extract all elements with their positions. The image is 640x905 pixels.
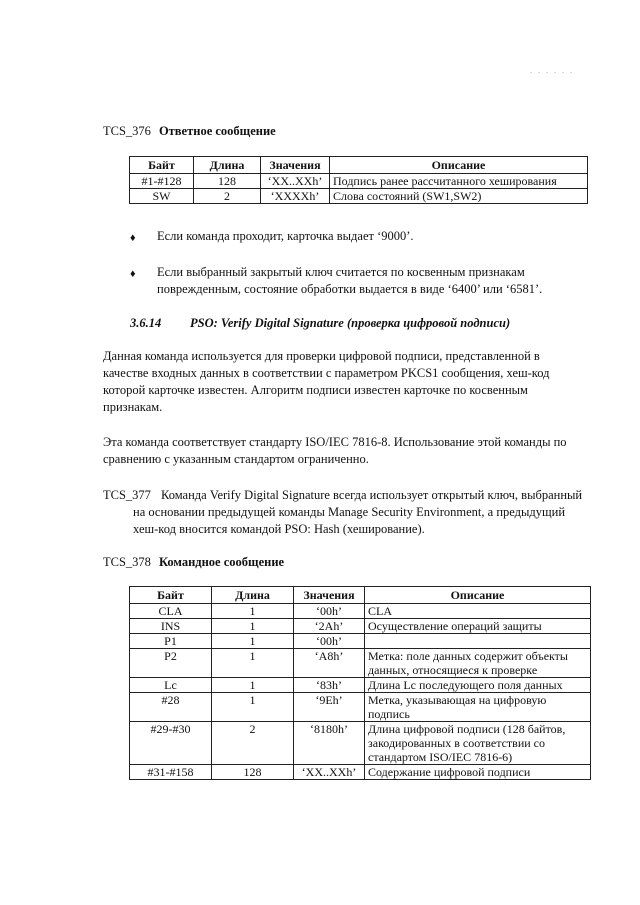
- cell-desc: [365, 765, 591, 780]
- cell-length: 1: [212, 649, 294, 678]
- tcs377-id: TCS_377: [103, 488, 151, 502]
- desc-line: подпись: [368, 707, 410, 721]
- tcs377-line: на основании предыдущей команды Manage Security Environment, а предыдущий: [133, 505, 566, 519]
- paragraph-line: которой карточке известен. Алгоритм подписи известен карточке по косвенным: [103, 383, 528, 397]
- column-header: Описание: [330, 157, 588, 174]
- cell-length: 1: [212, 619, 294, 634]
- desc-line: Содержание цифровой подписи: [368, 765, 531, 779]
- tcs377-line: Команда Verify Digital Signature всегда использует открытый ключ, выбранный: [161, 488, 583, 502]
- desc-line: Метка: поле данных содержит объекты: [368, 649, 568, 663]
- table-row: [130, 604, 591, 619]
- cell-value: ‘8180h’: [294, 722, 365, 765]
- table-row: [130, 619, 591, 634]
- cell-byte: Lc: [130, 678, 212, 693]
- cell-desc: [365, 678, 591, 693]
- column-header: Байт: [130, 157, 194, 174]
- paragraph-line: признакам.: [103, 400, 163, 414]
- cell-value: ‘2Ah’: [294, 619, 365, 634]
- table-row: [130, 722, 591, 765]
- desc-line: закодированных в соответствии со: [368, 736, 546, 750]
- cell-byte: #1-#128: [130, 174, 194, 189]
- table-row: [130, 693, 591, 722]
- bullet-line: поврежденным, состояние обработки выдается в виде ‘6400’ или ‘6581’.: [157, 282, 543, 296]
- cell-desc: [365, 634, 591, 649]
- cell-byte: CLA: [130, 604, 212, 619]
- tcs378-id: TCS_378: [103, 555, 151, 569]
- tcs376-title: Ответное сообщение: [158, 124, 276, 138]
- bullet-text: [157, 228, 557, 245]
- cell-value: ‘00h’: [294, 634, 365, 649]
- table-row: [130, 634, 591, 649]
- cell-value: ‘XXXXh’: [261, 189, 330, 204]
- cell-byte: P2: [130, 649, 212, 678]
- bullet-text: [157, 264, 557, 298]
- cell-byte: P1: [130, 634, 212, 649]
- column-header: Значения: [294, 587, 365, 604]
- cell-length: 128: [212, 765, 294, 780]
- cell-value: ‘9Eh’: [294, 693, 365, 722]
- cell-length: 1: [212, 604, 294, 619]
- desc-line: Длина Lc последующего поля данных: [368, 678, 563, 692]
- cell-desc: [365, 649, 591, 678]
- desc-line: Метка, указывающая на цифровую: [368, 693, 547, 707]
- tcs376-id: TCS_376: [103, 124, 151, 138]
- column-header: Длина: [194, 157, 261, 174]
- desc-line: [368, 634, 587, 648]
- cell-byte: #28: [130, 693, 212, 722]
- cell-value: ‘A8h’: [294, 649, 365, 678]
- desc-line: данных, относящиеся к проверке: [368, 663, 538, 677]
- cell-value: ‘XX..XXh’: [261, 174, 330, 189]
- command-table: [129, 586, 591, 780]
- section-heading: [130, 315, 510, 332]
- tcs378-heading: [103, 554, 284, 571]
- table-row: [130, 678, 591, 693]
- desc-line: CLA: [368, 604, 392, 618]
- table-header-row: [130, 157, 588, 174]
- cell-length: 2: [212, 722, 294, 765]
- cell-length: 1: [212, 678, 294, 693]
- paragraph: [103, 348, 593, 416]
- cell-length: 128: [194, 174, 261, 189]
- cell-desc: [365, 722, 591, 765]
- paragraph-line: качестве входных данных в соответствии с параметром PKCS1 сообщения, хеш-код: [103, 366, 550, 380]
- paragraph-line: сравнению с указанным стандартом ограниченно.: [103, 452, 369, 466]
- desc-line: Длина цифровой подписи (128 байтов,: [368, 722, 566, 736]
- table-header-row: [130, 587, 591, 604]
- cell-value: ‘83h’: [294, 678, 365, 693]
- cell-length: 1: [212, 634, 294, 649]
- bullet-diamond-icon: ♦: [130, 268, 136, 280]
- column-header: Длина: [212, 587, 294, 604]
- response-table: [129, 156, 588, 204]
- cell-desc: [365, 604, 591, 619]
- desc-line: Осуществление операций защиты: [368, 619, 542, 633]
- tcs376-heading: [103, 123, 276, 140]
- bullet-diamond-icon: ♦: [130, 232, 136, 244]
- bullet-line: Если выбранный закрытый ключ считается по косвенным признакам: [157, 265, 525, 279]
- table-row: [130, 765, 591, 780]
- column-header: Значения: [261, 157, 330, 174]
- table-row: [130, 174, 588, 189]
- cell-length: 2: [194, 189, 261, 204]
- cell-desc: Слова состояний (SW1,SW2): [330, 189, 588, 204]
- column-header: Описание: [365, 587, 591, 604]
- desc-line: стандартом ISO/IEC 7816-6): [368, 750, 513, 764]
- cell-byte: INS: [130, 619, 212, 634]
- paragraph: [103, 434, 593, 468]
- table-row: [130, 189, 588, 204]
- paragraph-line: Эта команда соответствует стандарту ISO/IEC 7816-8. Использование этой команды по: [103, 435, 567, 449]
- cell-byte: SW: [130, 189, 194, 204]
- cell-value: ‘XX..XXh’: [294, 765, 365, 780]
- cell-desc: [365, 619, 591, 634]
- tcs377-line: хеш-код вносится командой PSO: Hash (хеширование).: [133, 522, 425, 536]
- tcs378-title: Командное сообщение: [158, 555, 285, 569]
- paragraph-line: Данная команда используется для проверки цифровой подписи, представленной в: [103, 349, 540, 363]
- column-header: Байт: [130, 587, 212, 604]
- cell-value: ‘00h’: [294, 604, 365, 619]
- table-row: [130, 649, 591, 678]
- header-dots: . . . . . .: [530, 66, 574, 75]
- bullet-line: Если команда проходит, карточка выдает ‘9000’.: [157, 229, 414, 243]
- cell-length: 1: [212, 693, 294, 722]
- tcs377-block: [103, 487, 598, 538]
- section-title: PSO: Verify Digital Signature (проверка цифровой подписи): [190, 316, 511, 330]
- cell-desc: Подпись ранее рассчитанного хеширования: [330, 174, 588, 189]
- cell-byte: #29-#30: [130, 722, 212, 765]
- cell-byte: #31-#158: [130, 765, 212, 780]
- cell-desc: [365, 693, 591, 722]
- section-number: 3.6.14: [130, 316, 162, 330]
